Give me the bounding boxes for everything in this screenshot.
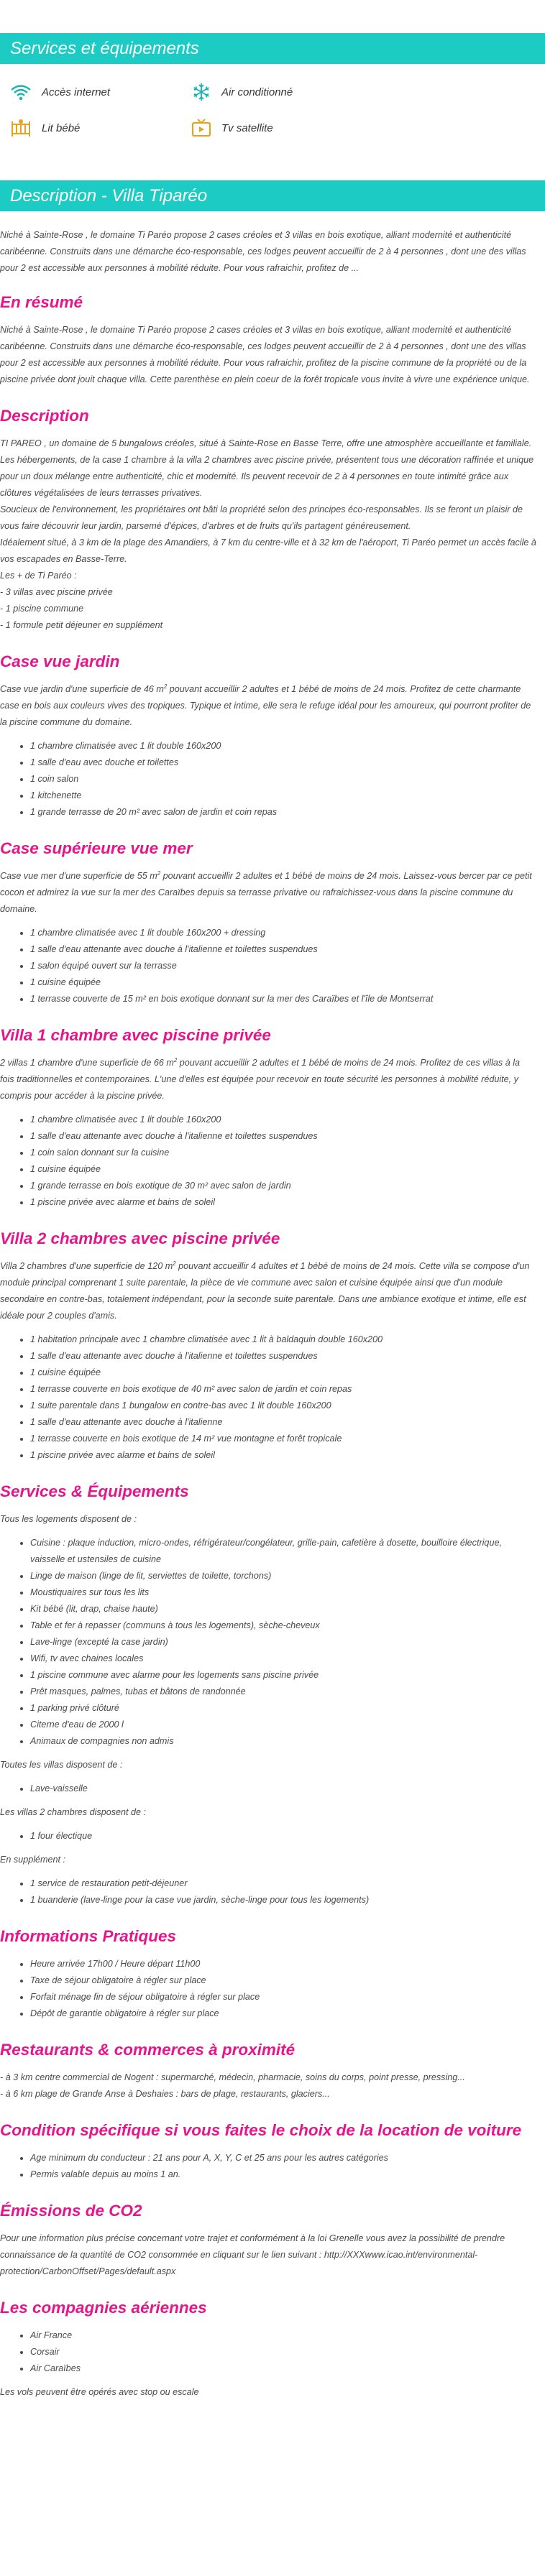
list-item: • 1 grande terrasse en bois exotique de 30 m² avec salon de jardin [30, 1178, 536, 1194]
list-item: • 1 coin salon [30, 771, 536, 788]
services-bar-title: Services et équipements [10, 39, 199, 58]
equipement-item [10, 74, 191, 110]
content [0, 211, 545, 2401]
restaurants-line: - à 3 km centre commercial de Nogent : supermarché, médecin, pharmacie, soins du corps, point presse, pressing... [0, 2072, 465, 2082]
list-item: • 1 suite parentale dans 1 bungalow en contre-bas avec 1 lit double 160x200 [30, 1398, 536, 1414]
list-item: • Forfait ménage fin de séjour obligatoire à régler sur place [30, 1989, 536, 2005]
description-line: TI PAREO , un domaine de 5 bungalows créoles, situé à Sainte-Rose en Basse Terre, offre une atmosphère accueillante et familiale. Les hébergements, de la case 1 chambre à la villa 2 chambres avec piscine privée, présentent tous une décoration raffinée et unique pour un doux mélange entre authenticité, chic et modernité. Ils peuvent recevoir de 2 à 4 personnes en toute intimité grâce aux clôtures végétalisées de leurs terrasses privatives. [0, 438, 534, 498]
list-item: • Citerne d'eau de 2000 l [30, 1717, 536, 1733]
services-supplement-intro: En supplément : [0, 1855, 66, 1865]
spacer [0, 1750, 536, 1757]
crib-icon [10, 119, 32, 137]
compagnies-note: Les vols peuvent être opérés avec stop ou escale [0, 2387, 199, 2397]
equipement-label: Tv satellite [221, 121, 273, 134]
equipement-item [10, 110, 191, 146]
villa-2-text: Villa 2 chambres d'une superficie de 120 $m^2$ pouvant accueillir 4 adultes et 1 bébé de moins de 24 mois. Cette villa se compose d'un module principal comprenant 1 suite parentale, la pièce de vie commune avec salon et cuisine équipée ainsi que d'un module secondaire en contre-bas, totalement indépendant, pour la seconde suite parentale. Dans une ambiance exotique et intime, elle est idéale pour 2 couples d'amis. [0, 1260, 530, 1321]
wifi-icon [10, 83, 32, 101]
equipement-label: Air conditionné [221, 86, 293, 98]
resume-text: Niché à Sainte-Rose , le domaine Ti Paréo propose 2 cases créoles et 3 villas en bois exotique, alliant modernité et authenticité caribéenne. Construits dans une démarche éco-responsable, ces lodges peuvent accueillir de 2 à 4 personnes , dont une des villas pour 2 est accessible aux personnes à mobilité réduite. Pour vous rafraichir, profitez de la piscine commune de la propriété ou de la piscine privée dont jouit chaque villa. Cette parenthèse en plein coeur de la forêt tropicale vous invite à vivre une expérience unique. [0, 325, 530, 384]
list-item: • 1 terrasse couverte de 15 m² en bois exotique donnant sur la mer des Caraïbes et l'île de Montserrat [30, 991, 536, 1007]
villa-1-list [0, 1112, 536, 1211]
list-item: • Corsair [30, 2344, 536, 2360]
list-item: • Heure arrivée 17h00 / Heure départ 11h00 [30, 1956, 536, 1972]
description-line: - 1 piscine commune [0, 604, 84, 614]
intro-text: Niché à Sainte-Rose , le domaine Ti Paréo propose 2 cases créoles et 3 villas en bois exotique, alliant modernité et authenticité caribéenne. Construits dans une démarche éco-responsable, ces lodges peuvent accueillir de 2 à 4 personnes , dont une des villas pour 2 est accessible aux personnes à mobilité réduite. Pour vous rafraichir, profitez de ... [0, 230, 526, 273]
list-item: • Permis valable depuis au moins 1 an. [30, 2166, 536, 2183]
infos-heading: Informations Pratiques [0, 1927, 177, 1945]
list-item: • 1 buanderie (lave-linge pour la case vue jardin, sèche-linge pour tous les logements) [30, 1892, 536, 1908]
list-item: • Kit bébé (lit, drap, chaise haute) [30, 1601, 536, 1617]
list-item: • Linge de maison (linge de lit, serviettes de toilette, torchons) [30, 1568, 536, 1584]
spacer [0, 2377, 536, 2384]
list-item: • 1 piscine privée avec alarme et bains de soleil [30, 1194, 536, 1211]
list-item: • Table et fer à repasser (communs à tous les logements), sèche-cheveux [30, 1617, 536, 1634]
list-item: • Cuisine : plaque induction, micro-ondes, réfrigérateur/congélateur, grille-pain, cafetière à dosette, bouilloire électrique, vaisselle et ustensiles de cuisine [30, 1535, 536, 1568]
list-item: • Moustiquaires sur tous les lits [30, 1584, 536, 1601]
list-item: • 1 coin salon donnant sur la cuisine [30, 1145, 536, 1161]
services-villas2-list [0, 1828, 536, 1845]
spacer [0, 1845, 536, 1852]
list-item: • Wifi, tv avec chaines locales [30, 1651, 536, 1667]
case-jardin-list [0, 738, 536, 821]
spacer [0, 1797, 536, 1804]
list-item: • 1 salle d'eau attenante avec douche à l'italienne et toilettes suspendues [30, 1348, 536, 1365]
list-item: • 1 grande terrasse de 20 m² avec salon de jardin et coin repas [30, 804, 536, 821]
list-item: • 1 chambre climatisée avec 1 lit double 160x200 + dressing [30, 925, 536, 941]
list-item: • 1 terrasse couverte en bois exotique de 40 m² avec salon de jardin et coin repas [30, 1381, 536, 1398]
villa-2-heading: Villa 2 chambres avec piscine privée [0, 1229, 280, 1247]
services-supplement-list [0, 1875, 536, 1908]
list-item: • 1 service de restauration petit-déjeuner [30, 1875, 536, 1892]
case-jardin-heading: Case vue jardin [0, 652, 120, 670]
list-item: • 1 kitchenette [30, 788, 536, 804]
resume-heading: En résumé [0, 293, 83, 311]
compagnies-heading: Les compagnies aériennes [0, 2299, 207, 2317]
list-item: • 1 cuisine équipée [30, 1365, 536, 1381]
list-item: • Air France [30, 2327, 536, 2344]
description-line: - 3 villas avec piscine privée [0, 587, 113, 597]
list-item: • Dépôt de garantie obligatoire à régler sur place [30, 2005, 536, 2022]
list-item: • 1 cuisine équipée [30, 1161, 536, 1178]
restaurants-heading: Restaurants & commerces à proximité [0, 2041, 296, 2059]
description-bar [0, 180, 545, 211]
description-line: Les + de Ti Paréo : [0, 571, 77, 581]
list-item: • 1 salle d'eau attenante avec douche à l'italienne et toilettes suspendues [30, 941, 536, 958]
co2-text: Pour une information plus précise concernant votre trajet et conformément à la loi Grenelle vous avez la possibilité de prendre connaissance de la quantité de CO2 consommée en cliquant sur le lien suivant : http://XXXwww.icao.int/environmental-protection/CarbonOffset/Pages/default.aspx [0, 2233, 505, 2276]
list-item: • Air Caraïbes [30, 2360, 536, 2377]
infos-list [0, 1956, 536, 2022]
villa-2-list [0, 1331, 536, 1464]
description-line: - 1 formule petit déjeuner en supplément [0, 620, 163, 630]
list-item: • 1 salle d'eau avec douche et toilettes [30, 754, 536, 771]
description-bar-title: Description - Villa Tiparéo [10, 186, 208, 206]
list-item: • 1 habitation principale avec 1 chambre climatisée avec 1 lit à baldaquin double 160x200 [30, 1331, 536, 1348]
villa-1-text: 2 villas 1 chambre d'une superficie de 66 $m^2$ pouvant accueillir 2 adultes et 1 bébé de moins de 24 mois. Profitez de ces villas à la fois traditionnelles et contemporaines. L'une d'elles est équipée pour recevoir en toute sécurité les personnes à mobilité réduite, y compris pour accéder à la piscine privée. [0, 1056, 521, 1101]
list-item: • 1 piscine privée avec alarme et bains de soleil [30, 1447, 536, 1464]
description-line: Idéalement situé, à 3 km de la plage des Amandiers, à 7 km du centre-ville et à 32 km de l'aéroport, Ti Paréo permet un accès facile à vos escapades en Basse-Terre. [0, 537, 536, 564]
list-item: • Lave-vaisselle [30, 1781, 536, 1797]
services-heading: Services & Équipements [0, 1482, 189, 1500]
villa-1-heading: Villa 1 chambre avec piscine privée [0, 1026, 271, 1044]
services-villas-list [0, 1781, 536, 1797]
list-item: • 1 piscine commune avec alarme pour les logements sans piscine privée [30, 1667, 536, 1684]
services-villas2-intro: Les villas 2 chambres disposent de : [0, 1807, 147, 1817]
services-intro: Tous les logements disposent de : [0, 1514, 137, 1524]
services-bar [0, 33, 545, 64]
list-item: • 1 parking privé clôturé [30, 1700, 536, 1717]
co2-heading: Émissions de CO2 [0, 2202, 142, 2220]
condition-heading: Condition spécifique si vous faites le choix de la location de voiture [0, 2121, 522, 2139]
description-line: Soucieux de l'environnement, les propriétaires ont bâti la propriété selon des principes éco-responsables. Ils se feront un plaisir de vous faire découvrir leur jardin, parsemé d'épices, d'arbres et de fruits qu'ils partagent généreusement. [0, 504, 523, 531]
condition-list [0, 2150, 536, 2183]
equipements-grid [0, 64, 545, 152]
list-item: • Lave-linge (excepté la case jardin) [30, 1634, 536, 1651]
list-item: • 1 cuisine équipée [30, 974, 536, 991]
list-item: • 1 terrasse couverte en bois exotique de 14 m² vue montagne et forêt tropicale [30, 1431, 536, 1447]
compagnies-list [0, 2327, 536, 2377]
restaurants-line: - à 6 km plage de Grande Anse à Deshaies : bars de plage, restaurants, glaciers... [0, 2089, 330, 2099]
list-item: • Prêt masques, palmes, tubas et bâtons de randonnée [30, 1684, 536, 1700]
list-item: • 1 salle d'eau attenante avec douche à l'italienne [30, 1414, 536, 1431]
services-villas-intro: Toutes les villas disposent de : [0, 1760, 123, 1770]
snowflake-icon [191, 82, 211, 102]
list-item: • Taxe de séjour obligatoire à régler sur place [30, 1972, 536, 1989]
list-item: • 1 salon équipé ouvert sur la terrasse [30, 958, 536, 974]
list-item: • 1 chambre climatisée avec 1 lit double 160x200 [30, 1112, 536, 1128]
case-jardin-text: Case vue jardin d'une superficie de 46 $m^2$ pouvant accueillir 2 adultes et 1 bébé de moins de 24 mois. Profitez de cette charmante case en bois aux couleurs vives des tropiques. Typique et intime, elle sera le refuge idéal pour les amoureux, qui pourront profiter de la piscine commune du domaine. [0, 683, 531, 727]
description-heading: Description [0, 407, 89, 425]
list-item: • 1 salle d'eau attenante avec douche à l'italienne et toilettes suspendues [30, 1128, 536, 1145]
equipement-item [191, 110, 372, 146]
case-mer-list [0, 925, 536, 1007]
list-item: • Animaux de compagnies non admis [30, 1733, 536, 1750]
list-item: • 1 chambre climatisée avec 1 lit double 160x200 [30, 738, 536, 754]
case-mer-text: Case vue mer d'une superficie de 55 $m^2$ pouvant accueillir 2 adultes et 1 bébé de moins de 24 mois. Laissez-vous bercer par ce petit cocon et admirez la vue sur la mer des Caraïbes depuis sa terrasse privative ou rafraichissez-vous dans la piscine commune du domaine. [0, 869, 532, 914]
case-mer-heading: Case supérieure vue mer [0, 839, 193, 857]
tv-icon [191, 119, 211, 137]
list-item: • Age minimum du conducteur : 21 ans pour A, X, Y, C et 25 ans pour les autres catégories [30, 2150, 536, 2166]
list-item: • 1 four électique [30, 1828, 536, 1845]
services-logements-list [0, 1535, 536, 1750]
equipement-item [191, 74, 372, 110]
equipement-label: Accès internet [42, 86, 111, 98]
equipement-label: Lit bébé [42, 121, 81, 134]
